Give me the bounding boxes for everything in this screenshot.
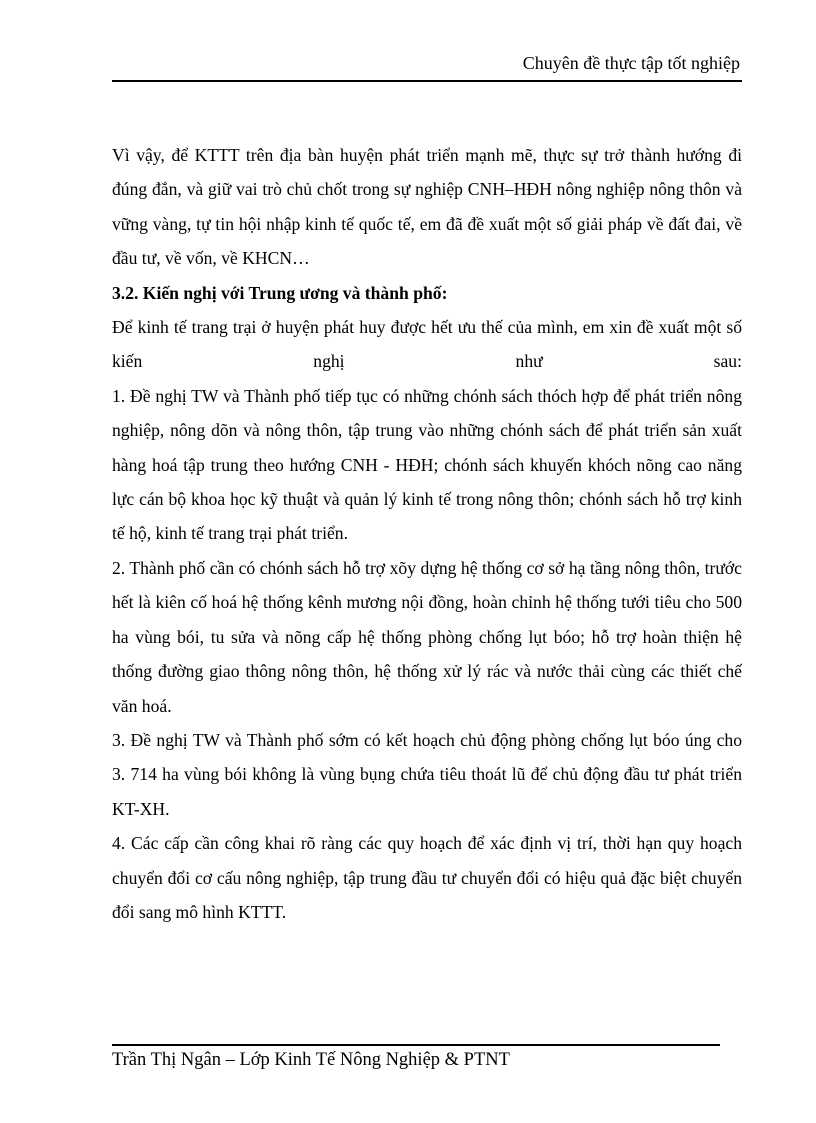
section-heading: 3.2. Kiến nghị với Trung ương và thành phố: (112, 282, 448, 303)
recommendation-item-2: 2. Thành phố cần có chónh sách hỗ trợ xõy dựng hệ thống cơ sở hạ tầng nông thôn, trước hết là kiên cố hoá hệ thống kênh mương nội đồng, hoàn chỉnh hệ thống tưới tiêu cho 500 ha vùng bói, tu sửa và nõng cấp hệ thống phòng chống lụt bóo; hỗ trợ hoàn thiện hệ thống đường giao thông nông thôn, hệ thống xử lý rác và nước thải cùng các thiết chế văn hoá. (112, 557, 742, 716)
footer-author-class: Trần Thị Ngân – Lớp Kinh Tế Nông Nghiệp & PTNT (112, 1050, 510, 1070)
recommendation-item-1: 1. Đề nghị TW và Thành phố tiếp tục có những chónh sách thóch hợp để phát triển nông nghiệp, nông dõn và nông thôn, tập trung vào những chónh sách để phát triển sản xuất hàng hoá tập trung theo hướng CNH - HĐH; chónh sách khuyến khóch nõng cao năng lực cán bộ khoa học kỹ thuật và quản lý kinh tế trong nông thôn; chónh sách hỗ trợ kinh tế hộ, kinh tế trang trại phát triển. (112, 385, 742, 544)
page-header (112, 50, 742, 82)
section-lead-paragraph: Để kinh tế trang trại ở huyện phát huy được hết ưu thế của mình, em xin đề xuất một số kiến nghị như sau: (112, 317, 742, 372)
page-content (112, 138, 742, 929)
header-title: Chuyên đề thực tập tốt nghiệp (522, 53, 740, 73)
page-footer (112, 1044, 720, 1070)
recommendation-item-4: 4. Các cấp cần công khai rõ ràng các quy hoạch để xác định vị trí, thời hạn quy hoạch chuyển đổi cơ cấu nông nghiệp, tập trung đầu tư chuyển đổi có hiệu quả đặc biệt chuyển đổi sang mô hình KTTT. (112, 833, 742, 922)
intro-paragraph: Vì vậy, để KTTT trên địa bàn huyện phát triển mạnh mẽ, thực sự trở thành hướng đi đúng đắn, và giữ vai trò chủ chốt trong sự nghiệp CNH–HĐH nông nghiệp nông thôn và vững vàng, tự tin hội nhập kinh tế quốc tế, em đã đề xuất một số giải pháp về đất đai, về đầu tư, về vốn, về KHCN… (112, 145, 742, 269)
recommendation-item-3: 3. Đề nghị TW và Thành phố sớm có kết hoạch chủ động phòng chống lụt bóo úng cho 3. 714 ha vùng bói không là vùng bụng chứa tiêu thoát lũ để chủ động đầu tư phát triển KT-XH. (112, 729, 742, 819)
